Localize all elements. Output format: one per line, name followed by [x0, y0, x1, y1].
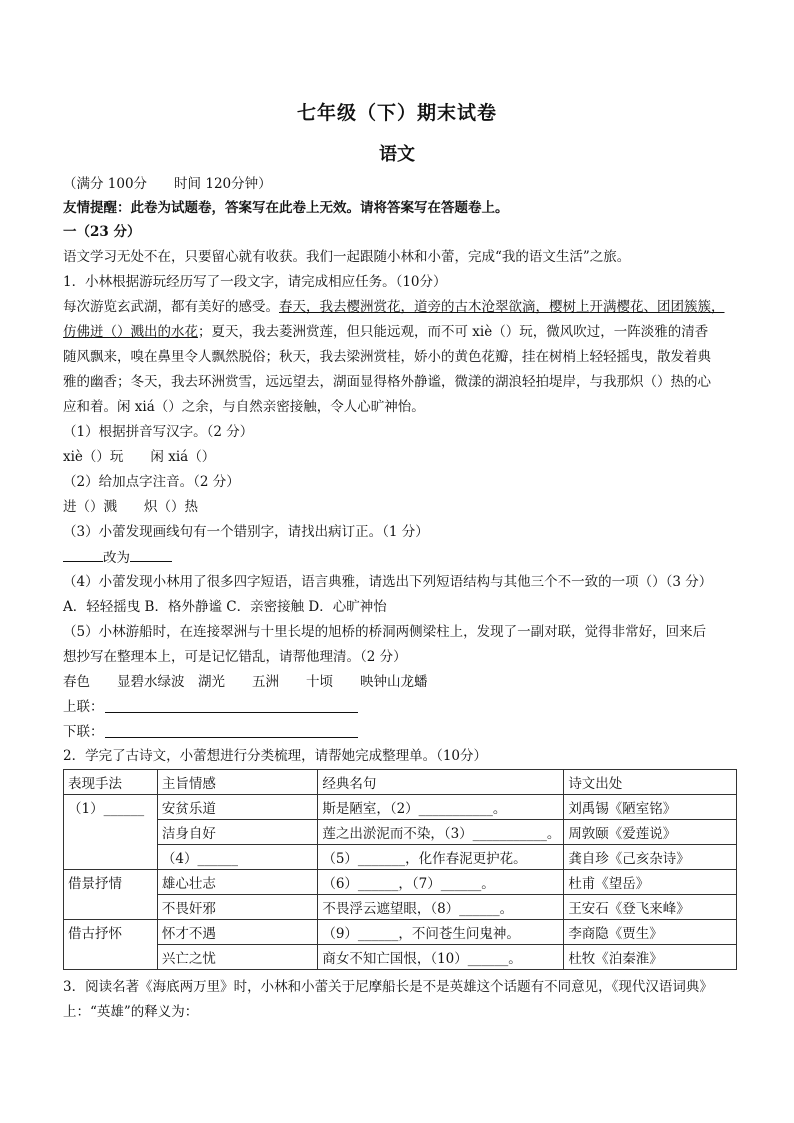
passage-line-5: 应和着。闲 xiá（）之余，与自然亲密接触，令人心旷神怡。: [63, 399, 425, 415]
underlined-sentence: 春天，我去樱洲赏花，道旁的古木沧翠欲滴，樱树上开满樱花、团团簇簇，: [279, 299, 725, 315]
lower-couplet-label: 下联：: [63, 724, 104, 740]
emotion-cell: 不畏奸邪: [157, 895, 317, 920]
q3-line1: 3．阅读名著《海底两万里》时，小林和小蕾关于尼摩船长是不是英雄这个话题有不同意见，《现代汉语词典》: [63, 979, 713, 995]
passage-line-2: [63, 322, 708, 342]
page-title: 七年级（下）期末试卷: [296, 102, 497, 124]
emotion-cell: 兴亡之忧: [157, 945, 317, 970]
q1-sub2: （2）给加点字注音。（2 分）: [63, 474, 240, 490]
quote-cell[interactable]: 商女不知亡国恨，（10）______。: [318, 945, 564, 970]
q3-line2: 上：“英雄”的释义为：: [63, 1004, 199, 1020]
quote-cell[interactable]: （5）_______，化作春泥更护花。: [318, 845, 564, 870]
page-subtitle: 语文: [379, 144, 415, 165]
method-cell: [64, 895, 158, 920]
section-heading: 一（23 分）: [63, 224, 141, 240]
source-cell: 杜甫《望岳》: [564, 870, 737, 895]
passage-line-1: [63, 297, 725, 317]
table-row: [64, 920, 737, 945]
emotion-cell: 安贫乐道: [157, 795, 317, 820]
method-cell[interactable]: （1）______: [64, 795, 158, 820]
q2-stem: 2．学完了古诗文，小蕾想进行分类梳理，请帮她完成整理单。（10分）: [63, 748, 488, 764]
upper-couplet-label: 上联：: [63, 699, 104, 715]
emotion-cell[interactable]: （4）______: [157, 845, 317, 870]
exam-meta: （满分 100分 时间 120分钟）: [63, 176, 272, 192]
table-row: [64, 820, 737, 845]
column-header: 表现手法: [64, 770, 158, 795]
passage-text: ；夏天，我去菱洲赏莲，但只能远观，而不可 xiè（）玩，微风吹过，一阵淡雅的清香: [198, 324, 709, 340]
reminder: 友情提醒：此卷为试题卷，答案写在此卷上无效。请将答案写在答题卷上。: [63, 200, 509, 216]
q1-sub4: （4）小蕾发现小林用了很多四字短语，语言典雅，请选出下列短语结构与其他三个不一致的一项（）（3 分）: [63, 574, 713, 590]
source-cell: 龚自珍《己亥杂诗》: [564, 845, 737, 870]
quote-cell[interactable]: 莲之出淤泥而不染，（3）___________。: [318, 820, 564, 845]
q1-sub1-answer: xiè（）玩 闲 xiá（）: [63, 449, 216, 465]
section-intro: 语文学习无处不在，只要留心就有收获。我们一起跟随小林和小蕾，完成“我的语文生活”之旅。: [63, 249, 631, 265]
q1-sub5-line1: （5）小林游船时，在连接翠洲与十里长堤的旭桥的桥洞两侧梁柱上，发现了一副对联，觉得非常好，回来后: [63, 624, 707, 640]
quote-cell[interactable]: 斯是陋室，（2）___________。: [318, 795, 564, 820]
q1-stem: 1．小林根据游玩经历写了一段文字，请完成相应任务。（10分）: [63, 274, 447, 290]
column-header: 经典名句: [318, 770, 564, 795]
change-to-label: 改为: [103, 550, 130, 566]
source-cell: 周敦颐《爱莲说》: [564, 820, 737, 845]
emotion-cell: 雄心壮志: [157, 870, 317, 895]
quote-cell[interactable]: （6）______，（7）______。: [318, 870, 564, 895]
method-cell: [64, 845, 158, 870]
q1-sub4-options: A．轻轻摇曳 B．格外静谧 C．亲密接触 D．心旷神怡: [63, 599, 387, 615]
lower-couplet-line[interactable]: [105, 737, 358, 738]
source-cell: 李商隐《贾生》: [564, 920, 737, 945]
q1-sub3: （3）小蕾发现画线句有一个错别字，请找出病订正。（1 分）: [63, 524, 429, 540]
source-cell: 杜牧《泊秦淮》: [564, 945, 737, 970]
answer-blank[interactable]: [63, 547, 103, 562]
source-cell: 刘禹锡《陋室铭》: [564, 795, 737, 820]
quote-cell[interactable]: （9）______，不问苍生问鬼神。: [318, 920, 564, 945]
method-cell: [64, 820, 158, 845]
passage-text: 每次游览玄武湖，都有美好的感受。: [63, 299, 279, 315]
couplet-words: 春色 显碧水绿波 湖光 五洲 十顷 映钟山龙蟠: [63, 674, 428, 690]
passage-line-3: 随风飘来，嗅在鼻里令人飘然脱俗；秋天，我去梁洲赏桂，娇小的黄色花瓣，挂在树梢上轻轻摇曳，散发着典: [63, 349, 711, 365]
upper-couplet-line[interactable]: [105, 712, 358, 713]
source-cell: 王安石《登飞来峰》: [564, 895, 737, 920]
method-cell: [64, 945, 158, 970]
quote-cell[interactable]: 不畏浮云遮望眼，（8）______。: [318, 895, 564, 920]
table-row: [64, 870, 737, 895]
q1-sub3-answer: [63, 547, 172, 568]
answer-blank[interactable]: [130, 547, 172, 562]
table-header-row: [64, 770, 737, 795]
underlined-sentence: 仿佛迸（）溅出的水花: [63, 324, 198, 340]
column-header: 诗文出处: [564, 770, 737, 795]
passage-line-4: 雅的幽香；冬天，我去环洲赏雪，远远望去，湖面显得格外静谧，微漾的湖浪轻拍堤岸，与我那炽（）热的心: [63, 374, 711, 390]
emotion-cell: 洁身自好: [157, 820, 317, 845]
table-row: [64, 895, 737, 920]
table-row: [64, 945, 737, 970]
column-header: 主旨情感: [157, 770, 317, 795]
q1-sub1: （1）根据拼音写汉字。（2 分）: [63, 424, 254, 440]
q1-sub2-answer: 进（）溅 炽（）热: [63, 499, 198, 515]
q1-sub5-line2: 想抄写在整理本上，可是记忆错乱，请帮他理清。（2 分）: [63, 649, 407, 665]
poetry-table: [63, 769, 737, 970]
method-cell: 借景抒情: [64, 870, 158, 895]
table-row: [64, 845, 737, 870]
method-cell: 借古抒怀: [64, 920, 158, 945]
table-row: [64, 795, 737, 820]
emotion-cell: 怀才不遇: [157, 920, 317, 945]
